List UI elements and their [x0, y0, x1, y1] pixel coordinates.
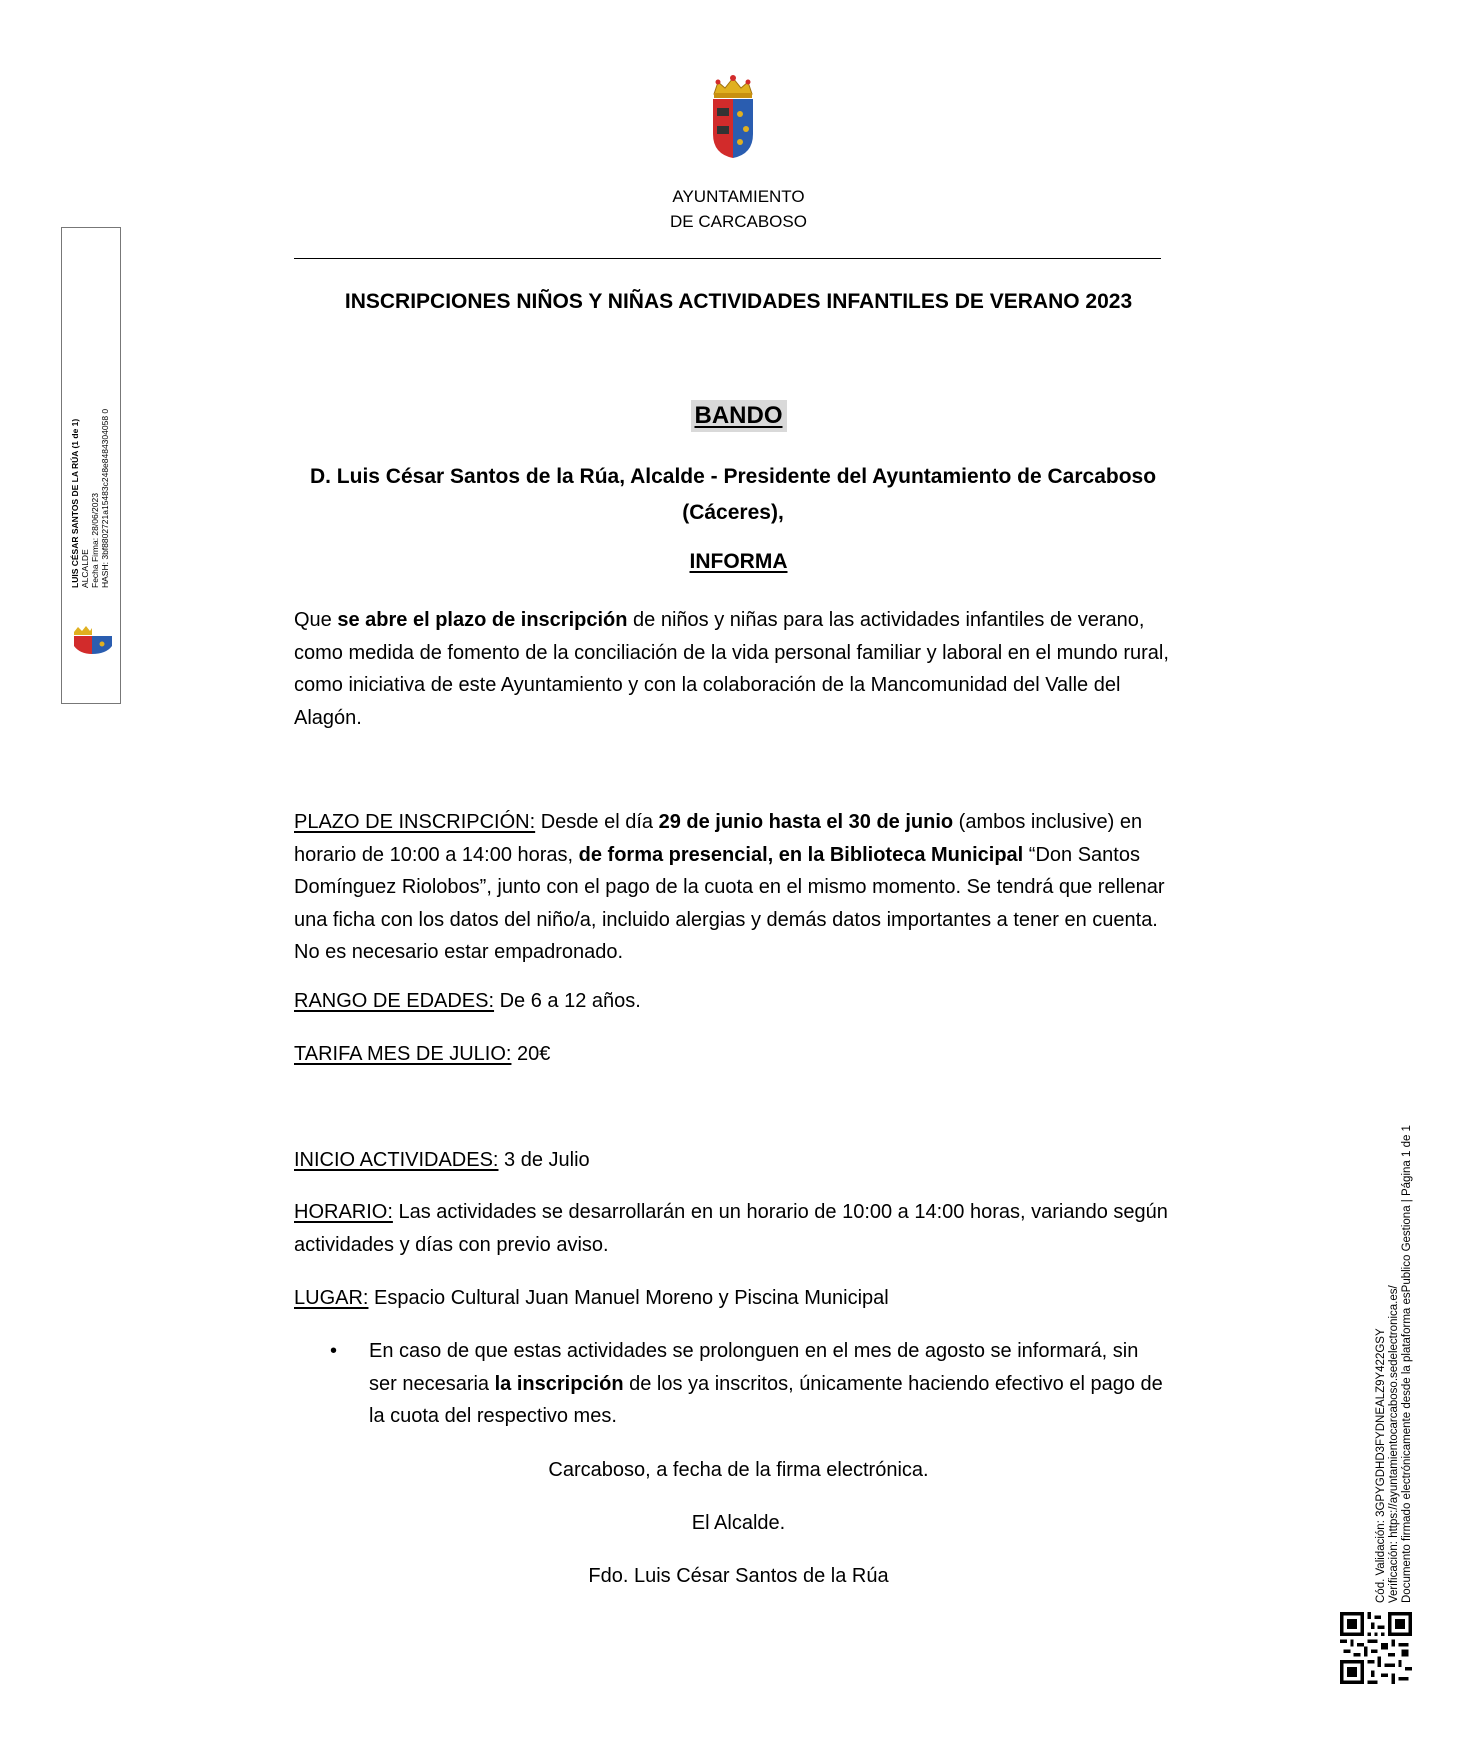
issuer-line2: (Cáceres),	[682, 501, 784, 524]
issuer-line1: D. Luis César Santos de la Rúa, Alcalde - Presidente del Ayuntamiento de Carcaboso	[309, 465, 1157, 488]
tarifa-value: 20€	[511, 1043, 551, 1065]
plazo-paragraph	[294, 806, 1172, 969]
header-divider	[294, 258, 1161, 259]
bando-label: BANDO	[691, 400, 787, 432]
intro-bold-1: se abre el plazo de inscripción	[337, 609, 628, 631]
lugar-label: LUGAR:	[294, 1287, 369, 1309]
qr-code-icon	[1340, 1612, 1412, 1684]
plazo-text-3: “Don Santos Domínguez Riolobos”, junto con el pago de la cuota en el mismo momento. Se tendrá que rellenar una ficha con los datos del niño/a, incluido alergias y demás datos importantes a tener en cuenta. No es necesario estar empadronado.	[294, 843, 1165, 963]
rango-label: RANGO DE EDADES:	[294, 990, 495, 1012]
bullet-marker: •	[330, 1340, 338, 1362]
validation-code: Cód. Validación: 3GPYGDHD3FYDNEALZ9Y422GSY	[1375, 1328, 1387, 1603]
bullet-bold-1: la inscripción	[494, 1372, 624, 1395]
stamp-hash: HASH: 3bf8802721a15483c248e8484304058 0	[100, 408, 110, 588]
closing-signature: Fdo. Luis César Santos de la Rúa	[588, 1565, 889, 1587]
horario-paragraph	[294, 1196, 1172, 1261]
bullet-paragraph	[369, 1335, 1169, 1433]
informa-heading: INFORMA	[689, 550, 788, 573]
validation-url: Verificación: https://ayuntamientocarcaboso.sedelectronica.es/	[1388, 1285, 1400, 1603]
rango-value: De 6 a 12 años.	[494, 990, 641, 1012]
stamp-date: Fecha Firma: 28/06/2023	[90, 493, 100, 588]
intro-paragraph	[294, 604, 1172, 734]
plazo-bold-1: 29 de junio hasta el 30 de junio	[658, 811, 954, 833]
plazo-text-2: (ambos inclusive) en horario de 10:00 a 14:00 horas,	[294, 811, 1143, 866]
closing-role: El Alcalde.	[691, 1512, 786, 1534]
plazo-label: PLAZO DE INSCRIPCIÓN:	[294, 811, 536, 833]
bullet-text-1: En caso de que estas actividades se prolonguen en el mes de agosto se informará, sin ser necesaria	[369, 1340, 1139, 1395]
org-name-line1: AYUNTAMIENTO	[672, 187, 805, 206]
validation-platform: Documento firmado electrónicamente desde la plataforma esPublico Gestiona | Página 1 de 1	[1401, 1125, 1413, 1603]
bando-heading	[0, 400, 1477, 432]
org-name-line2: DE CARCABOSO	[670, 212, 807, 231]
horario-label: HORARIO:	[294, 1201, 393, 1223]
closing-place-date: Carcaboso, a fecha de la firma electrónica.	[548, 1459, 929, 1481]
inicio-value: 3 de Julio	[498, 1149, 590, 1171]
horario-value: Las actividades se desarrollarán en un horario de 10:00 a 14:00 horas, variando según actividades y días con previo aviso.	[294, 1201, 1168, 1256]
tarifa-paragraph	[294, 1038, 1172, 1071]
document-title: INSCRIPCIONES NIÑOS Y NIÑAS ACTIVIDADES INFANTILES DE VERANO 2023	[344, 290, 1133, 313]
intro-text-2: de niños y niñas para las actividades infantiles de verano, como medida de fomento de la conciliación de la vida personal familiar y laboral en el mundo rural, como iniciativa de este Ayuntamiento y con la colaboración de la Mancomunidad del Valle del Alagón.	[294, 609, 1169, 729]
stamp-text	[70, 258, 110, 588]
plazo-bold-2: de forma presencial, en la Biblioteca Municipal	[578, 843, 1024, 866]
coat-of-arms-icon	[708, 74, 758, 160]
coat-of-arms-icon	[72, 626, 114, 656]
stamp-signer: LUIS CÉSAR SANTOS DE LA RÚA (1 de 1)	[70, 418, 80, 588]
lugar-paragraph	[294, 1282, 1172, 1315]
inicio-label: INICIO ACTIVIDADES:	[294, 1149, 499, 1171]
bullet-text-2: de los ya inscritos, únicamente haciendo efectivo el pago de la cuota del respectivo mes.	[369, 1372, 1163, 1427]
validation-text	[1375, 1043, 1414, 1603]
stamp-role: ALCALDE	[80, 549, 90, 588]
rango-paragraph	[294, 985, 1172, 1018]
tarifa-label: TARIFA MES DE JULIO:	[294, 1043, 512, 1065]
signature-stamp	[61, 227, 121, 704]
intro-text-1: Que	[294, 609, 338, 631]
inicio-paragraph	[294, 1144, 1172, 1177]
issuer-block	[294, 459, 1172, 531]
lugar-value: Espacio Cultural Juan Manuel Moreno y Piscina Municipal	[368, 1287, 889, 1309]
plazo-text-1: Desde el día	[535, 811, 659, 833]
